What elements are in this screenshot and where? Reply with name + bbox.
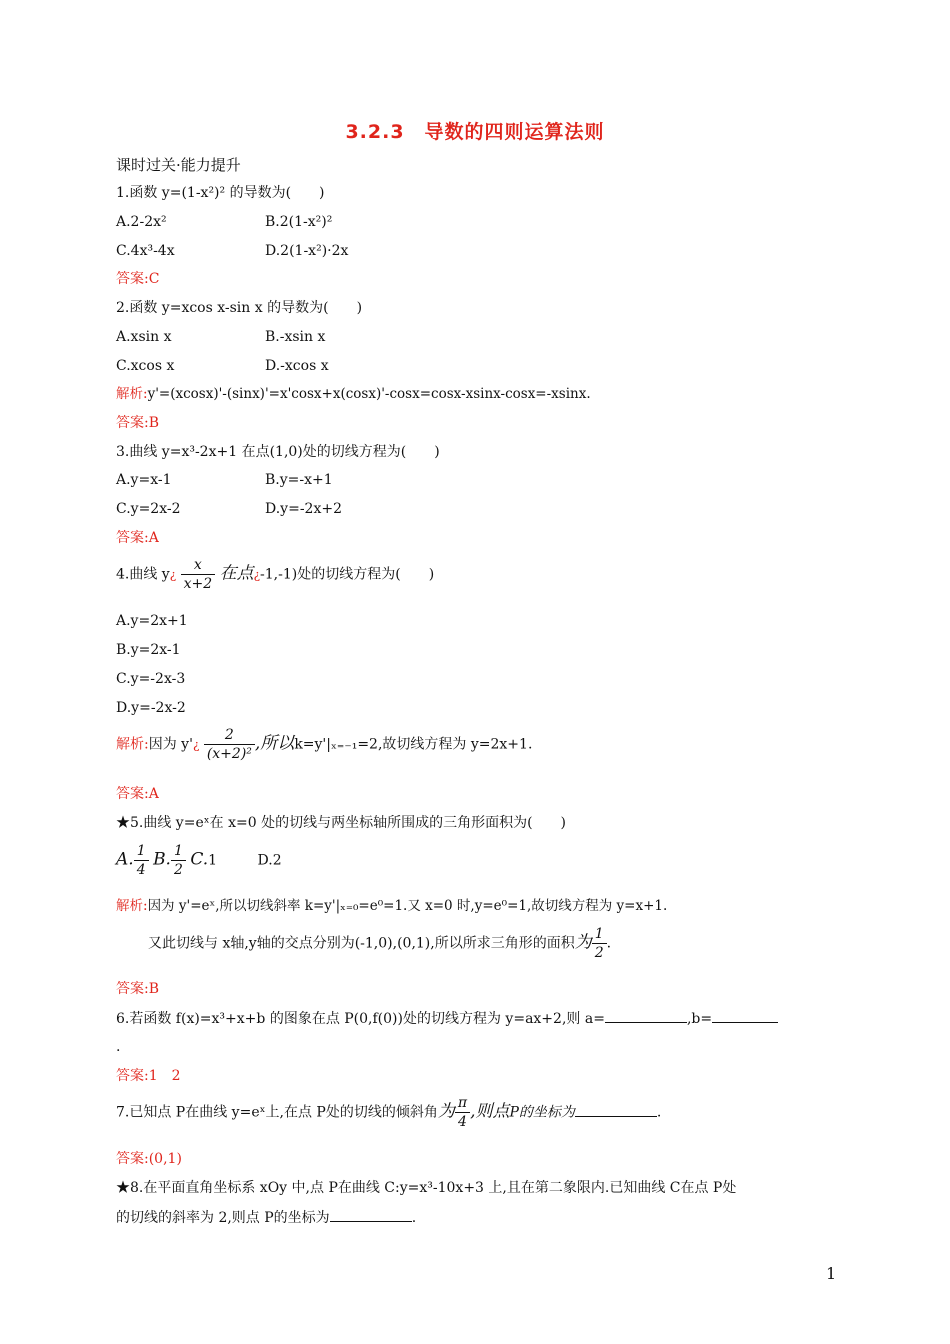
q3-option-c: C.y=2x-2 <box>116 501 181 517</box>
q5-option-b-fraction: $\frac{1}{2}$ <box>171 842 186 879</box>
q6-tail: . <box>116 1039 121 1055</box>
q7-answer: 答案:(0,1) <box>116 1151 182 1167</box>
q6-blank-b[interactable] <box>712 1008 778 1023</box>
q1-answer: 答案:C <box>116 271 160 287</box>
q2-stem: 2.函数 y=xcos x-sin x 的导数为( ) <box>116 300 363 316</box>
q4-answer: 答案:A <box>116 786 159 802</box>
q7-blank[interactable] <box>575 1102 657 1117</box>
q1-option-a: A.2-2x² <box>116 214 167 230</box>
q2-option-c: C.xcos x <box>116 358 175 374</box>
q6-answer: 答案:1 2 <box>116 1068 181 1084</box>
q3-answer: 答案:A <box>116 530 159 546</box>
q6-blank-a[interactable] <box>605 1008 687 1023</box>
page-number: 1 <box>826 1264 837 1283</box>
q5-options: A. $\frac{1}{4}$ B. $\frac{1}{2}$ C.1 D.2 <box>116 843 282 878</box>
q3-stem: 3.曲线 y=x³-2x+1 在点(1,0)处的切线方程为( ) <box>116 444 440 460</box>
q3-option-d: D.y=-2x+2 <box>265 501 342 517</box>
q2-option-a: A.xsin x <box>116 329 172 345</box>
q7-fraction: $\frac{\pi}{4}$ <box>455 1094 470 1131</box>
q5-analysis-2: 又此切线与 x轴,y轴的交点分别为(-1,0),(0,1),所以所求三角形的面积为 $\frac{1}{2}$ . <box>148 926 612 961</box>
q1-stem: 1.函数 y=(1-x²)² 的导数为( ) <box>116 185 325 201</box>
q8-stem-line2: 的切线的斜率为 2,则点 P的坐标为 . <box>116 1207 416 1228</box>
q2-analysis: 解析:y'=(xcosx)'-(sinx)'=x'cosx+x(cosx)'-cosx=cosx-xsinx-cosx=-xsinx. <box>116 386 591 402</box>
q4-option-a: A.y=2x+1 <box>116 613 188 629</box>
q5-answer: 答案:B <box>116 981 160 997</box>
q1-option-d: D.2(1-x²)·2x <box>265 243 349 259</box>
q8-blank[interactable] <box>330 1207 412 1222</box>
q3-option-b: B.y=-x+1 <box>265 472 333 488</box>
q4-option-d: D.y=-2x-2 <box>116 700 186 716</box>
page-title: 3.2.3 导数的四则运算法则 <box>345 121 605 143</box>
q4-fraction: $\frac{x}{x+2}$ <box>181 556 216 593</box>
q3-option-a: A.y=x-1 <box>116 472 172 488</box>
q1-option-c: C.4x³-4x <box>116 243 175 259</box>
q4-option-c: C.y=-2x-3 <box>116 671 186 687</box>
q8-stem-line1: ★8.在平面直角坐标系 xOy 中,点 P在曲线 C:y=x³-10x+3 上,且在第二象限内.已知曲线 C在点 P处 <box>116 1180 737 1196</box>
q2-answer: 答案:B <box>116 415 160 431</box>
q7-stem: 7.已知点 P在曲线 y=eˣ上,在点 P处的切线的倾斜角为 $\frac{\pi}{4}$ ,则点P的坐标为 . <box>116 1095 662 1130</box>
q1-option-b: B.2(1-x²)² <box>265 214 333 230</box>
q5-analysis: 解析:因为 y'=eˣ,所以切线斜率 k=y'|ₓ₌₀=e⁰=1.又 x=0 时,y=e⁰=1,故切线方程为 y=x+1. <box>116 898 668 914</box>
q2-option-d: D.-xcos x <box>265 358 329 374</box>
q4-analysis-fraction: $\frac{2}{\text{(x+2)²}}$ <box>204 726 255 763</box>
q5-option-a-fraction: $\frac{1}{4}$ <box>134 842 149 879</box>
section-subtitle: 课时过关·能力提升 <box>116 156 241 174</box>
q6-stem: 6.若函数 f(x)=x³+x+b 的图象在点 P(0,f(0))处的切线方程为 y=ax+2,则 a= ,b= <box>116 1008 778 1029</box>
q4-option-b: B.y=2x-1 <box>116 642 181 658</box>
q5-stem: ★5.曲线 y=eˣ在 x=0 处的切线与两坐标轴所围成的三角形面积为( ) <box>116 815 567 831</box>
q2-option-b: B.-xsin x <box>265 329 326 345</box>
q4-analysis: 解析:因为 y'¿ $\frac{2}{\text{(x+2)²}}$ ,所以k=y'|ₓ₌₋₁=2,故切线方程为 y=2x+1. <box>116 727 533 762</box>
q4-stem: 4.曲线 y¿ $\frac{x}{x+2}$ 在点¿-1,-1)处的切线方程为( ) <box>116 557 435 592</box>
q5-analysis-fraction: $\frac{1}{2}$ <box>592 925 607 962</box>
